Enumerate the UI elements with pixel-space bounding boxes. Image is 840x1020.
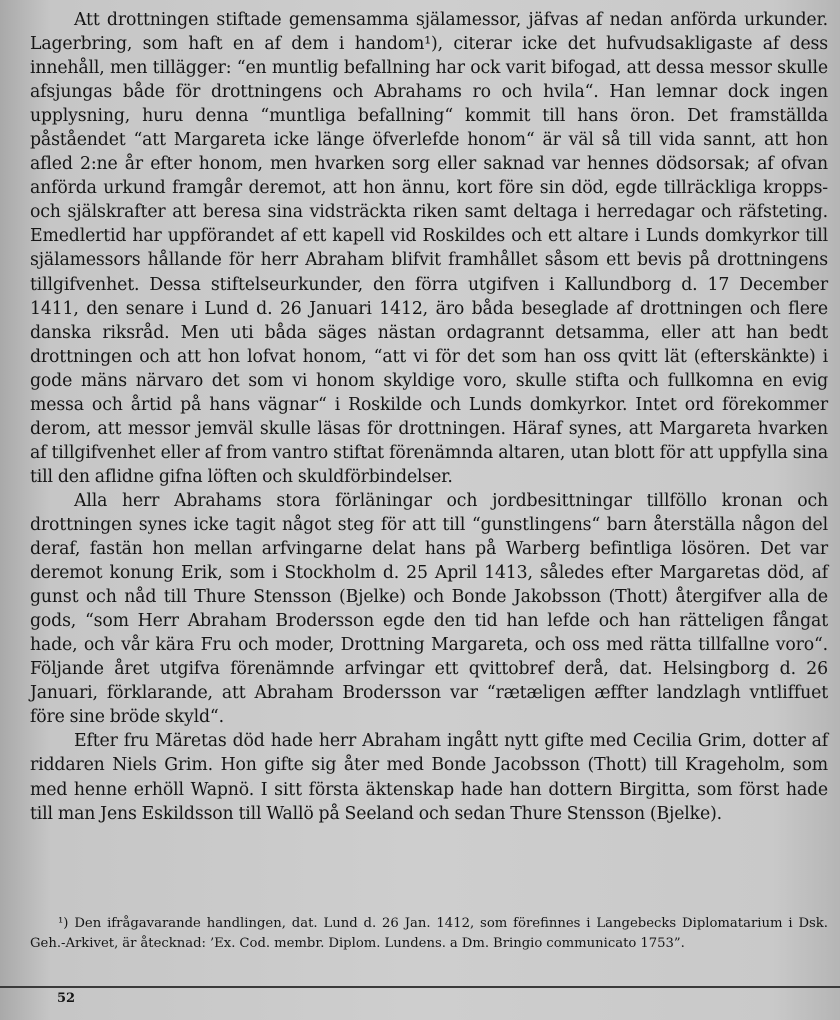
body-text	[30, 8, 828, 826]
paragraph-2: Alla herr Abrahams stora förläningar och jordbesittningar tillföllo kronan och drottningen synes icke tagit något steg för att till “gunstlingens“ barn återställa någon del deraf, fastän hon mellan arfvingarne delat hans på Warberg befintliga lösören. Det var deremot konung Erik, som i Stockholm d. 25 April 1413, således efter Margaretas död, af gunst och nåd till Thure Stensson (Bjelke) och Bonde Jakobsson (Thott) återgifver alla de gods, “som Herr Abraham Brodersson egde den tid han lefde och han rätteligen fångat hade, och vår kära Fru och moder, Drottning Margareta, och oss med rätta tillfallne voro“. Följande året utgifva förenämnde arfvingar ett qvittobref derå, dat. Helsingborg d. 26 Januari, förklarande, att Abraham Brodersson var “rætæligen æffter landzlagh vntliffuet före sine bröde skyld“.	[30, 490, 828, 728]
page-number: 52	[57, 991, 76, 1006]
paragraph-3: Efter fru Märetas död hade herr Abraham ingått nytt gifte med Cecilia Grim, dotter af riddaren Niels Grim. Hon gifte sig åter med Bonde Jacobsson (Thott) till Krageholm, som med henne erhöll Wapnö. I sitt första äktenskap hade han dottern Birgitta, som först hade till man Jens Eskildsson till Wallö på Seeland och sedan Thure Stensson (Bjelke).	[30, 731, 828, 824]
footnote-block	[30, 914, 828, 954]
page-divider-rule	[0, 986, 840, 988]
paragraph-1: Att drottningen stiftade gemensamma själamessor, jäfvas af nedan anförda urkunder. Lagerbring, som haft en af dem i handom¹), citerar icke det hufvudsakligaste af dess innehåll, men tillägger: “en muntlig befallning har ock varit bifogad, att dessa messor skulle afsjungas både för drottningens och Abrahams ro och hvila“. Han lemnar dock ingen upplysning, huru denna “muntliga befallning“ kommit till hans öron. Det framställda påståendet “att Margareta icke länge öfverlefde honom“ är väl så till vida sannt, att hon afled 2:ne år efter honom, men hvarken sorg eller saknad var hennes dödsorsak; af ofvan anförda urkund framgår deremot, att hon ännu, kort före sin död, egde tillräckliga kropps- och själskrafter att beresa sina vidsträckta riken samt deltaga i herredagar och räfsteting. Emedlertid har uppförandet af ett kapell vid Roskildes och ett altare i Lunds domkyrkor till själamessors hållande för herr Abraham blifvit framhållet såsom ett bevis på drottningens tillgifvenhet. Dessa stiftelseurkunder, den förra utgifven i Kallundborg d. 17 December 1411, den senare i Lund d. 26 Januari 1412, äro båda beseglade af drottningen och flere danska riksråd. Men uti båda säges nästan ordagrannt detsamma, eller att han bedt drottningen och att hon lofvat honom, “att vi för det som han oss qvitt lät (efterskänkte) i gode mäns närvaro det som vi honom skyldige voro, skulle stifta och fullkomna en evig messa och årtid på hans vägnar“ i Roskilde och Lunds domkyrkor. Intet ord förekommer derom, att messor jemväl skulle läsas för drottningen. Häraf synes, att Margareta hvarken af tillgifvenhet eller af from vantro stiftat förenämnda altaren, utan blott för att uppfylla sina till den aflidne gifna löften och skuldförbindelser.	[30, 10, 828, 487]
footnote-1: ¹) Den ifrågavarande handlingen, dat. Lund d. 26 Jan. 1412, som förefinnes i Langebecks Diplomatarium i Dsk. Geh.-Arkivet, är åtecknad: ’Ex. Cod. membr. Diplom. Lundens. a Dm. Bringio communicato 1753”.	[30, 916, 828, 951]
